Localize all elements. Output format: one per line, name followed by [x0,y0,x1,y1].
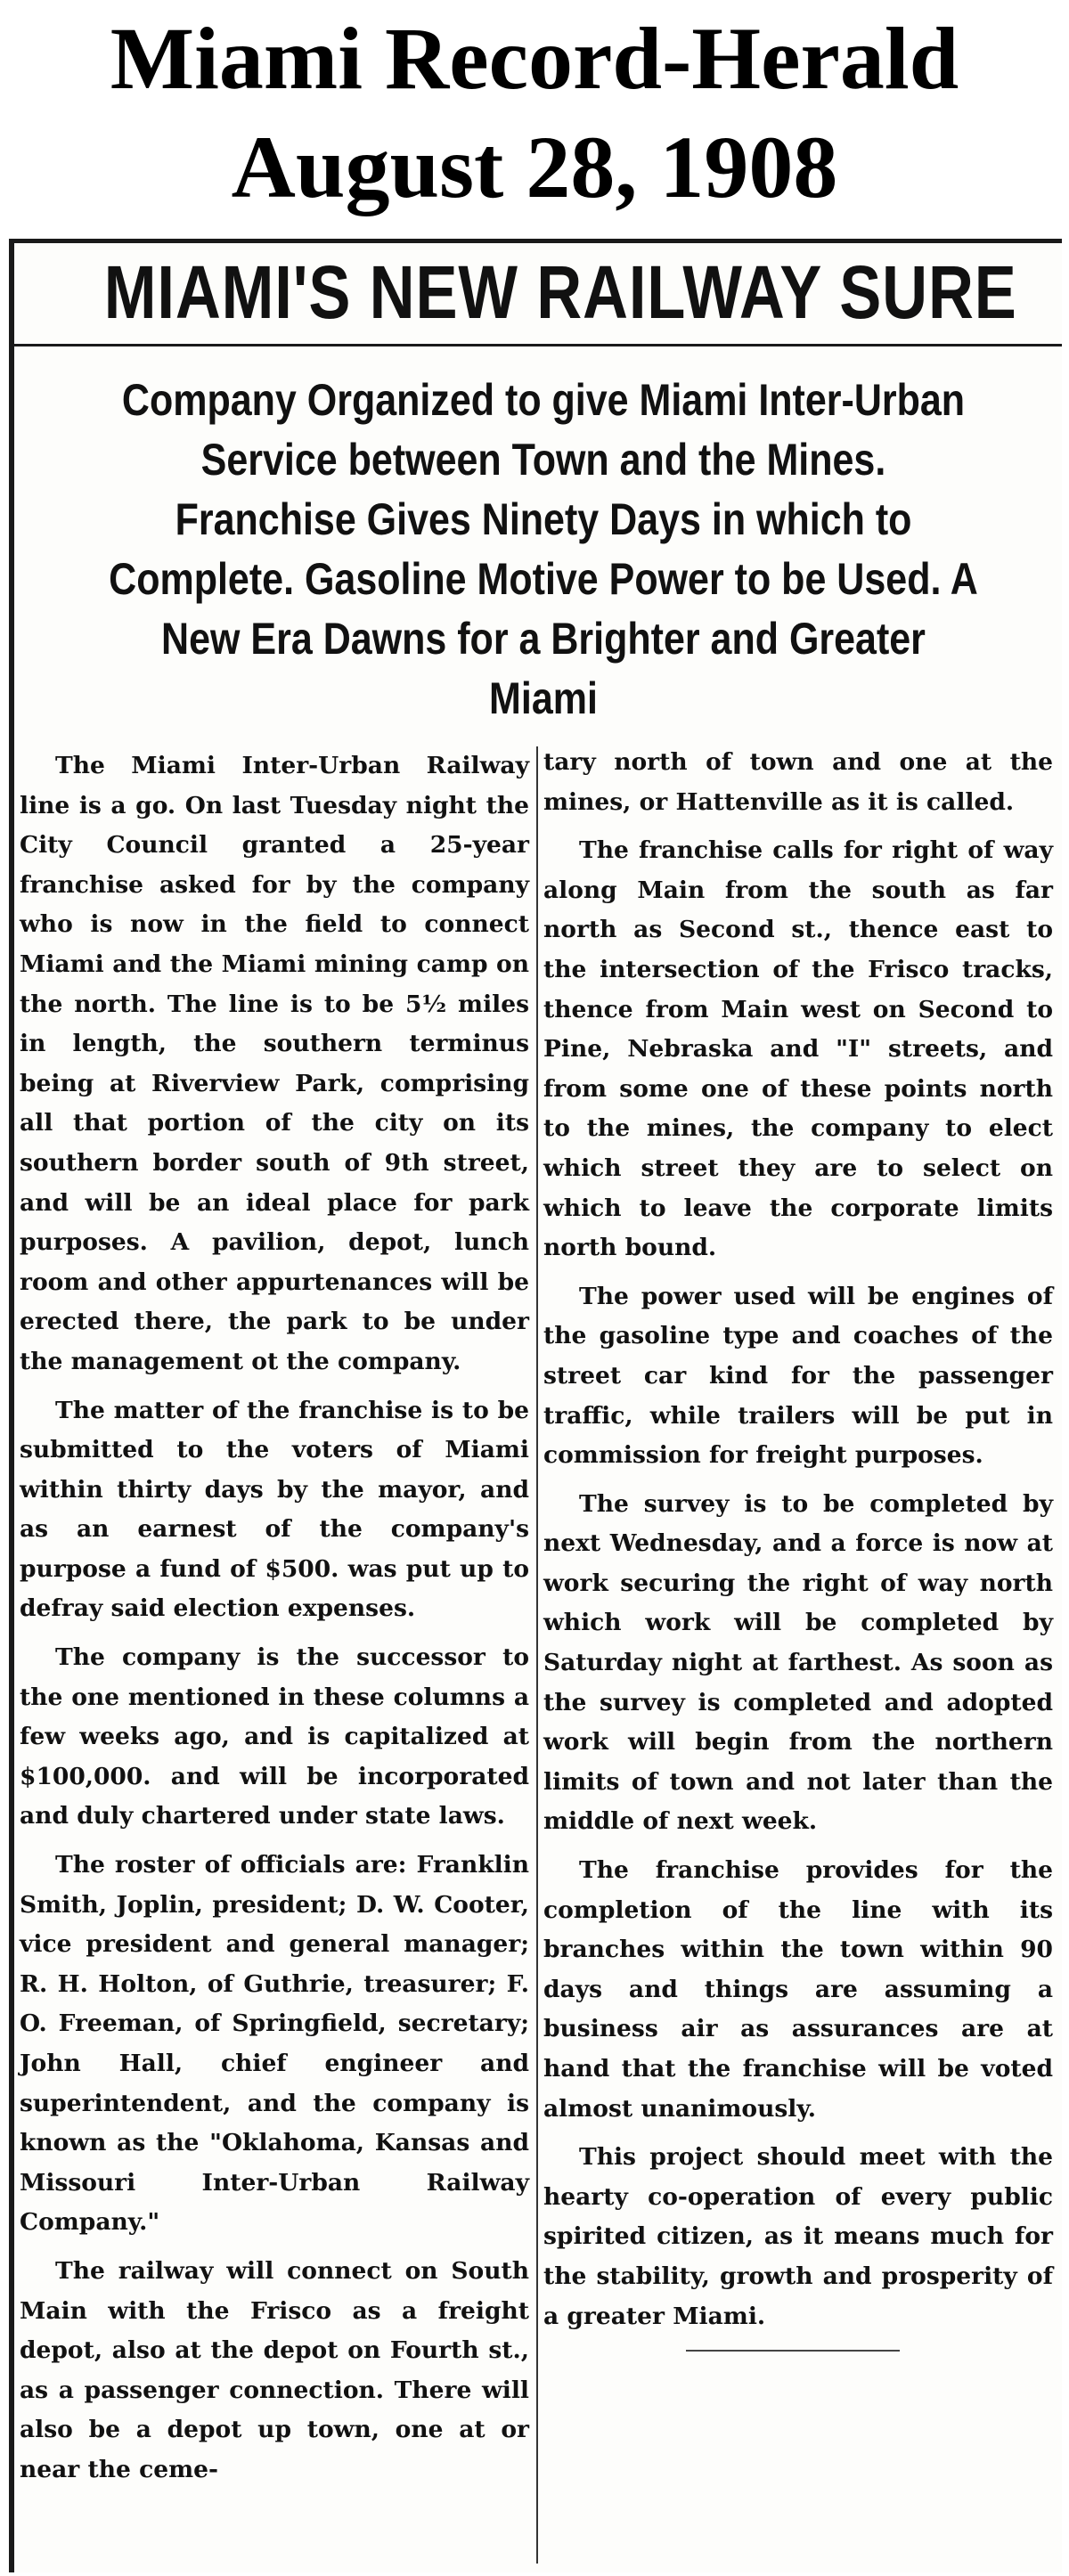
paragraph: The franchise provides for the completion of the line with its branches within the town within 90 days and things are assuming a business air as assurances are at hand that the franchise will be voted almost unanimously. [543,1856,1053,2123]
article-column-2 [543,743,1053,2345]
article-headline: MIAMI'S NEW RAILWAY SURE [103,250,1017,334]
paragraph: This project should meet with the hearty co-operation of every public spirited citizen, as it means much for the stability, growth and prosperity of a greater Miami. [543,2143,1053,2330]
end-rule [686,2350,900,2352]
column-divider [536,746,538,2564]
left-border-rule [9,239,14,2572]
top-border-rule [9,239,1062,243]
paragraph: The railway will connect on South Main with the Frisco as a freight depot, also at the depot on Fourth st., as a passenger connection. There will also be a depot up town, one at or near the ceme- [20,2256,529,2483]
paragraph: The franchise calls for right of way along Main from the south as far north as Second st., thence east to the intersection of the Frisco tracks, thence from Main west on Second to Pine, Nebraska and "I" streets, and from some one of these points north to the mines, the company to elect which street they are to select on which to leave the corporate limits north bound. [543,836,1053,1262]
paragraph: tary north of town and one at the mines, or Hattenville as it is called. [543,748,1053,816]
page-date: August 28, 1908 [231,118,838,216]
headline-rule [14,344,1062,346]
paragraph: The company is the successor to the one mentioned in these columns a few weeks ago, and is capitalized at $100,000. and will be incorporated and duly chartered under state laws. [20,1643,529,1830]
article-deck: Company Organized to give Miami Inter-Urban Service between Town and the Mines. Franchise Gives Ninety Days in which to Complete. Gasoline Motive Power to be Used. A New Era Dawns for a Brighter and Greater Miami [109,375,978,723]
paragraph: The matter of the franchise is to be submitted to the voters of Miami within thirty days by the mayor, and as an earnest of the company's purpose a fund of $500. was put up to defray said election expenses. [20,1396,529,1623]
page-title: Miami Record-Herald [110,9,959,108]
paragraph: The Miami Inter-Urban Railway line is a go. On last Tuesday night the City Council granted a 25-year franchise asked for by the company who is now in the field to connect Miami and the Miami mining camp on the north. The line is to be 5½ miles in length, the southern terminus being at Riverview Park, comprising all that portion of the city on its southern border south of 9th street, and will be an ideal place for park purposes. A pavilion, depot, lunch room and other appurtenances will be erected there, the park to be under the management ot the company. [20,752,529,1375]
paragraph: The survey is to be completed by next Wednesday, and a force is now at work securing the right of way north which work will be completed by Saturday night at farthest. As soon as the survey is completed and adopted work will begin from the northern limits of town and not later than the middle of next week. [543,1489,1053,1836]
newspaper-clipping [9,239,1062,2572]
paragraph: The power used will be engines of the gasoline type and coaches of the street car kind for the passenger traffic, while trailers will be put in commission for freight purposes. [543,1282,1053,1470]
article-column-1 [20,746,529,2499]
paragraph: The roster of officials are: Franklin Smith, Joplin, president; D. W. Cooter, vice president and general manager; R. H. Holton, of Guthrie, treasurer; F. O. Freeman, of Springfield, secretary; John Hall, chief engineer and superintendent, and the company is known as the "Oklahoma, Kansas and Missouri Inter-Urban Railway Company." [20,1851,529,2237]
